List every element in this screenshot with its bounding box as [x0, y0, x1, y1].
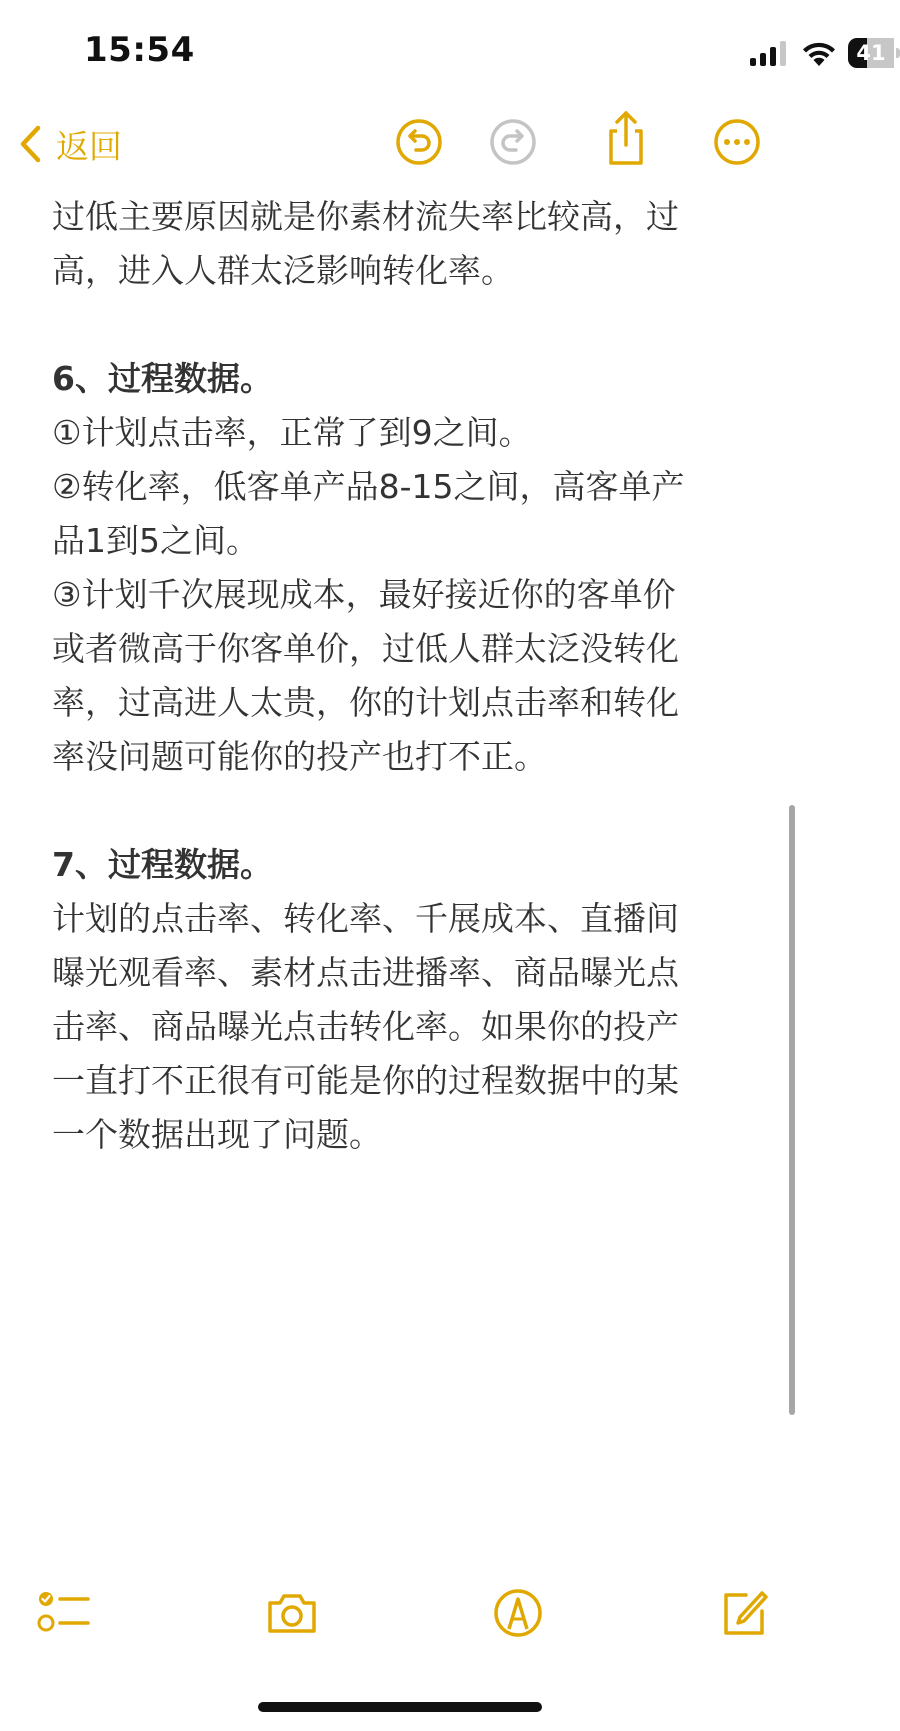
- note-line: ①计划点击率，正常了到9之间。: [52, 413, 532, 452]
- status-bar: [0, 0, 886, 105]
- camera-icon[interactable]: [264, 1585, 320, 1641]
- scrollbar[interactable]: [789, 805, 795, 1415]
- undo-icon[interactable]: [394, 117, 444, 167]
- battery-level: 41: [856, 41, 886, 65]
- cellular-signal-icon: [748, 40, 788, 68]
- nav-bar: [0, 105, 800, 180]
- section-6-heading: 6、过程数据。: [52, 359, 273, 398]
- checklist-icon[interactable]: [36, 1585, 92, 1641]
- chevron-left-icon: [18, 124, 42, 164]
- markup-pen-icon[interactable]: [490, 1585, 546, 1641]
- wifi-icon: [800, 38, 838, 68]
- note-line: 或者微高于你客单价，过低人群太泛没转化: [52, 629, 679, 668]
- note-line: 品1到5之间。: [52, 521, 259, 560]
- battery-icon: [848, 38, 900, 68]
- note-line: 率，过高进人太贵，你的计划点击率和转化: [52, 683, 679, 722]
- section-7-heading: 7、过程数据。: [52, 845, 273, 884]
- note-line: 曝光观看率、素材点击进播率、商品曝光点: [52, 953, 679, 992]
- status-time: 15:54: [84, 30, 195, 70]
- compose-icon[interactable]: [716, 1585, 772, 1641]
- note-line: ②转化率，低客单产品8-15之间，高客单产: [52, 467, 685, 506]
- note-line: 一个数据出现了问题。: [52, 1115, 382, 1154]
- note-line: 过低主要原因就是你素材流失率比较高，过: [52, 197, 679, 236]
- note-body[interactable]: [52, 190, 752, 1162]
- note-line: 一直打不正很有可能是你的过程数据中的某: [52, 1061, 679, 1100]
- note-line: 击率、商品曝光点击转化率。如果你的投产: [52, 1007, 679, 1046]
- back-button[interactable]: [18, 119, 122, 169]
- note-line: 计划的点击率、转化率、千展成本、直播间: [52, 899, 679, 938]
- note-line: 率没问题可能你的投产也打不正。: [52, 737, 547, 776]
- home-indicator[interactable]: [258, 1702, 542, 1712]
- share-icon[interactable]: [601, 109, 651, 167]
- more-icon[interactable]: [712, 117, 762, 167]
- redo-icon[interactable]: [488, 117, 538, 167]
- back-label: 返回: [56, 126, 122, 166]
- note-line: ③计划千次展现成本，最好接近你的客单价: [52, 575, 676, 614]
- note-line: 高，进入人群太泛影响转化率。: [52, 251, 514, 290]
